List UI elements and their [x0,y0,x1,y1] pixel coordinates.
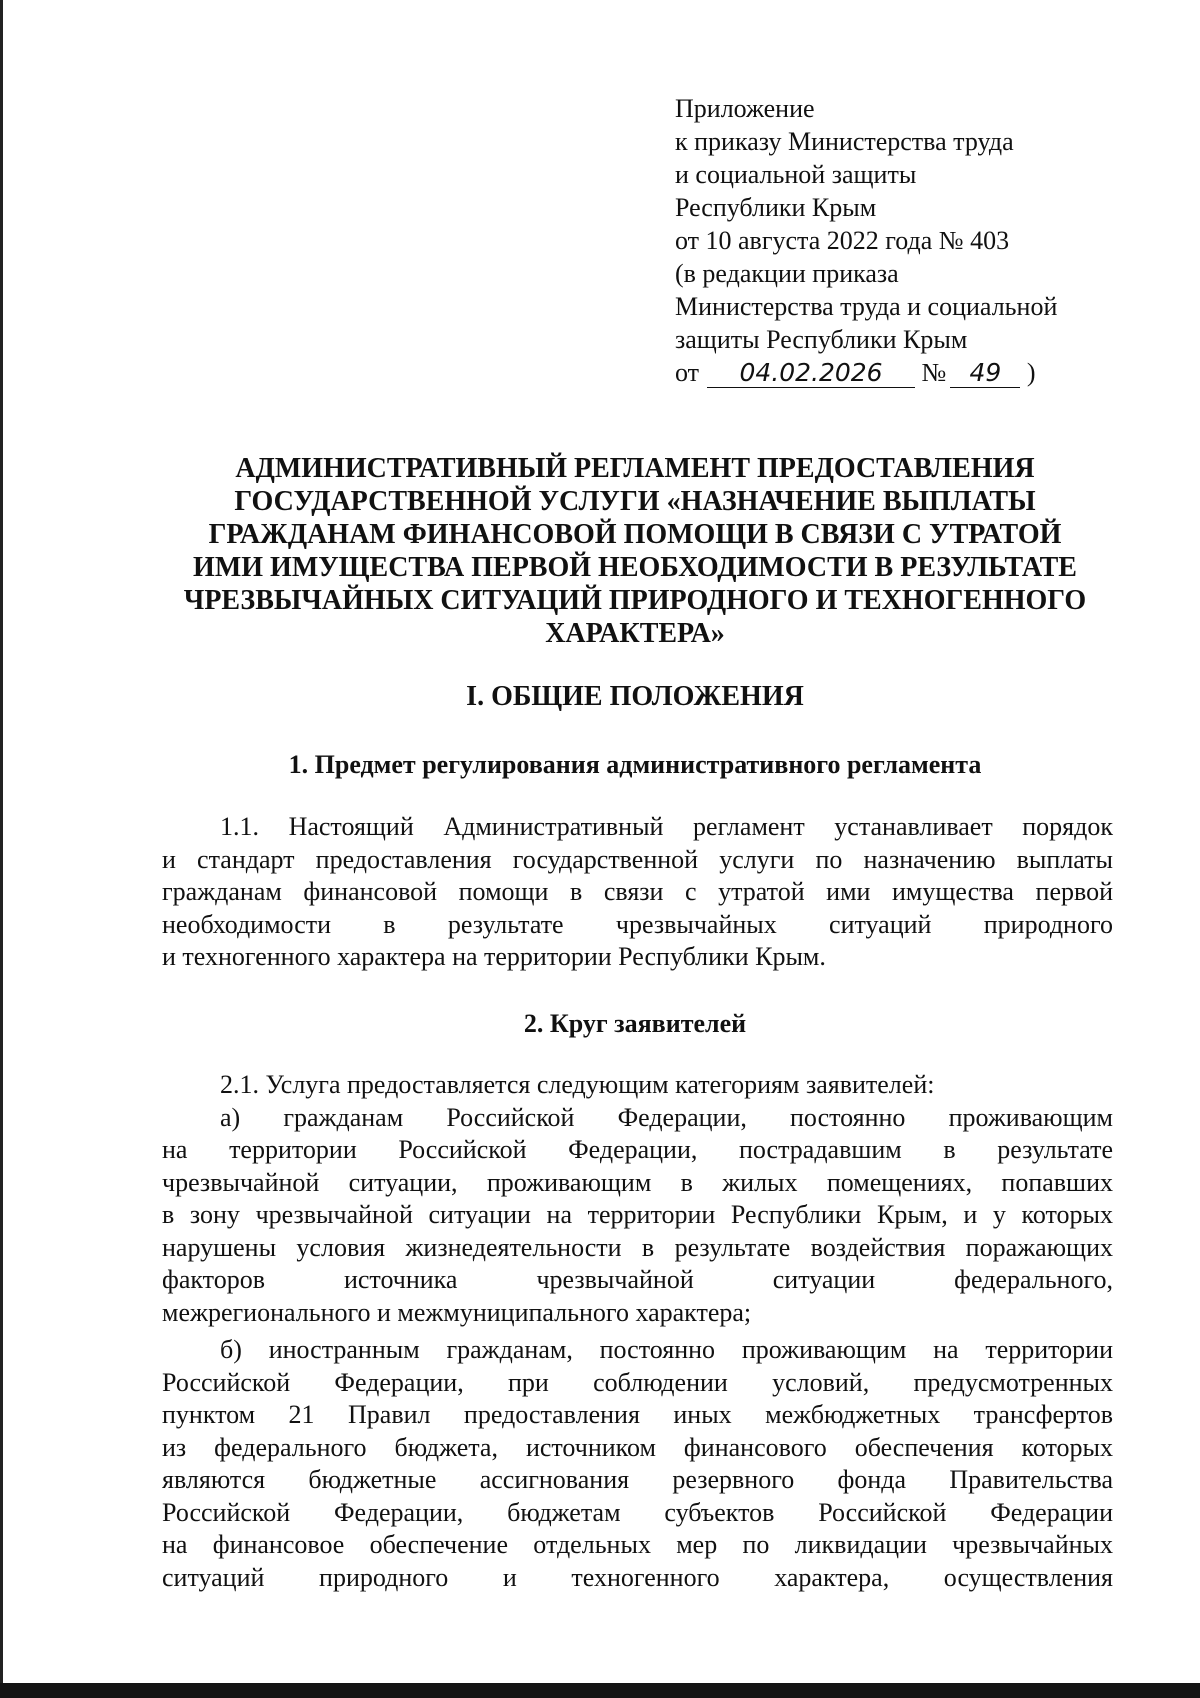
text-line: Российской Федерации, при соблюдении условий, предусмотренных [162,1367,1113,1397]
paragraph-2-1-a [162,1069,1113,1329]
title-line: ГОСУДАРСТВЕННОЙ УСЛУГИ «НАЗНАЧЕНИЕ ВЫПЛАТЫ [234,486,1036,517]
sig-num-label: № [921,358,947,387]
annex-line: Приложение [675,94,815,123]
text-line: и стандарт предоставления государственной услуги по назначению выплаты [162,844,1113,874]
text-line: и техногенного характера на территории Республики Крым. [162,942,826,971]
annex-line: Министерства труда и социальной [675,292,1058,321]
text-line: 1.1. Настоящий Административный регламент устанавливает порядок [220,812,1113,841]
text-line: межрегионального и межмуниципального характера; [162,1297,752,1327]
handwritten-date: 04.02.2026 [707,359,915,388]
text-line: гражданам финансовой помощи в связи с утратой ими имущества первой [162,877,1113,906]
text-line: необходимости в результате чрезвычайных ситуаций природного [162,909,1113,939]
text-line: на финансовое обеспечение отдельных мер по ликвидации чрезвычайных [162,1530,1113,1559]
text-line: ситуаций природного и техногенного характера, осуществления [162,1562,1113,1592]
document-title [160,452,1110,650]
section-heading: I. ОБЩИЕ ПОЛОЖЕНИЯ [466,681,804,712]
title-line: ИМИ ИМУЩЕСТВА ПЕРВОЙ НЕОБХОДИМОСТИ В РЕЗУЛЬТАТЕ [193,552,1077,583]
sig-prefix: от [675,358,700,387]
subsection-heading: 2. Круг заявителей [523,1009,747,1038]
handwritten-number: 49 [950,359,1020,388]
text-line: б) иностранным гражданам, постоянно проживающим на территории [220,1335,1113,1364]
text-line: факторов источника чрезвычайной ситуации федерального, [162,1265,1113,1294]
annex-block [675,92,1115,389]
title-line: ЧРЕЗВЫЧАЙНЫХ СИТУАЦИЙ ПРИРОДНОГО И ТЕХНОГЕННОГО [183,585,1087,616]
paragraph-1-1 [162,811,1113,974]
text-line: чрезвычайной ситуации, проживающим в жилых помещениях, попавших [162,1167,1113,1197]
title-line: ХАРАКТЕРА» [545,618,725,649]
text-line: являются бюджетные ассигнования резервного фонда Правительства [162,1465,1113,1494]
text-line: пунктом 21 Правил предоставления иных межбюджетных трансфертов [162,1400,1113,1429]
annex-line: (в редакции приказа [675,259,899,288]
sig-close: ) [1026,358,1036,387]
text-line: в зону чрезвычайной ситуации на территории Республики Крым, и у которых [162,1200,1113,1229]
title-line: ГРАЖДАНАМ ФИНАНСОВОЙ ПОМОЩИ В СВЯЗИ С УТРАТОЙ [208,519,1062,550]
text-line: Российской Федерации, бюджетам субъектов Российской Федерации [162,1497,1113,1527]
annex-line: защиты Республики Крым [675,325,968,354]
title-line: АДМИНИСТРАТИВНЫЙ РЕГЛАМЕНТ ПРЕДОСТАВЛЕНИЯ [235,453,1035,484]
text-line: 2.1. Услуга предоставляется следующим категориям заявителей: [220,1070,935,1099]
scan-edge-left [0,0,3,1698]
annex-line: к приказу Министерства труда [675,127,1014,156]
scan-edge-bottom [0,1683,1200,1698]
paragraph-2-1-b [162,1334,1113,1594]
subsection-heading: 1. Предмет регулирования административного регламента [288,750,982,779]
annex-line: и социальной защиты [675,160,917,189]
annex-line: Республики Крым [675,193,877,222]
annex-signature-line [675,356,1115,389]
text-line: а) гражданам Российской Федерации, постоянно проживающим [220,1102,1113,1132]
annex-line: от 10 августа 2022 года № 403 [675,226,1010,255]
text-line: нарушены условия жизнедеятельности в результате воздействия поражающих [162,1232,1113,1262]
text-line: из федерального бюджета, источником финансового обеспечения которых [162,1432,1113,1462]
text-line: на территории Российской Федерации, пострадавшим в результате [162,1135,1113,1164]
